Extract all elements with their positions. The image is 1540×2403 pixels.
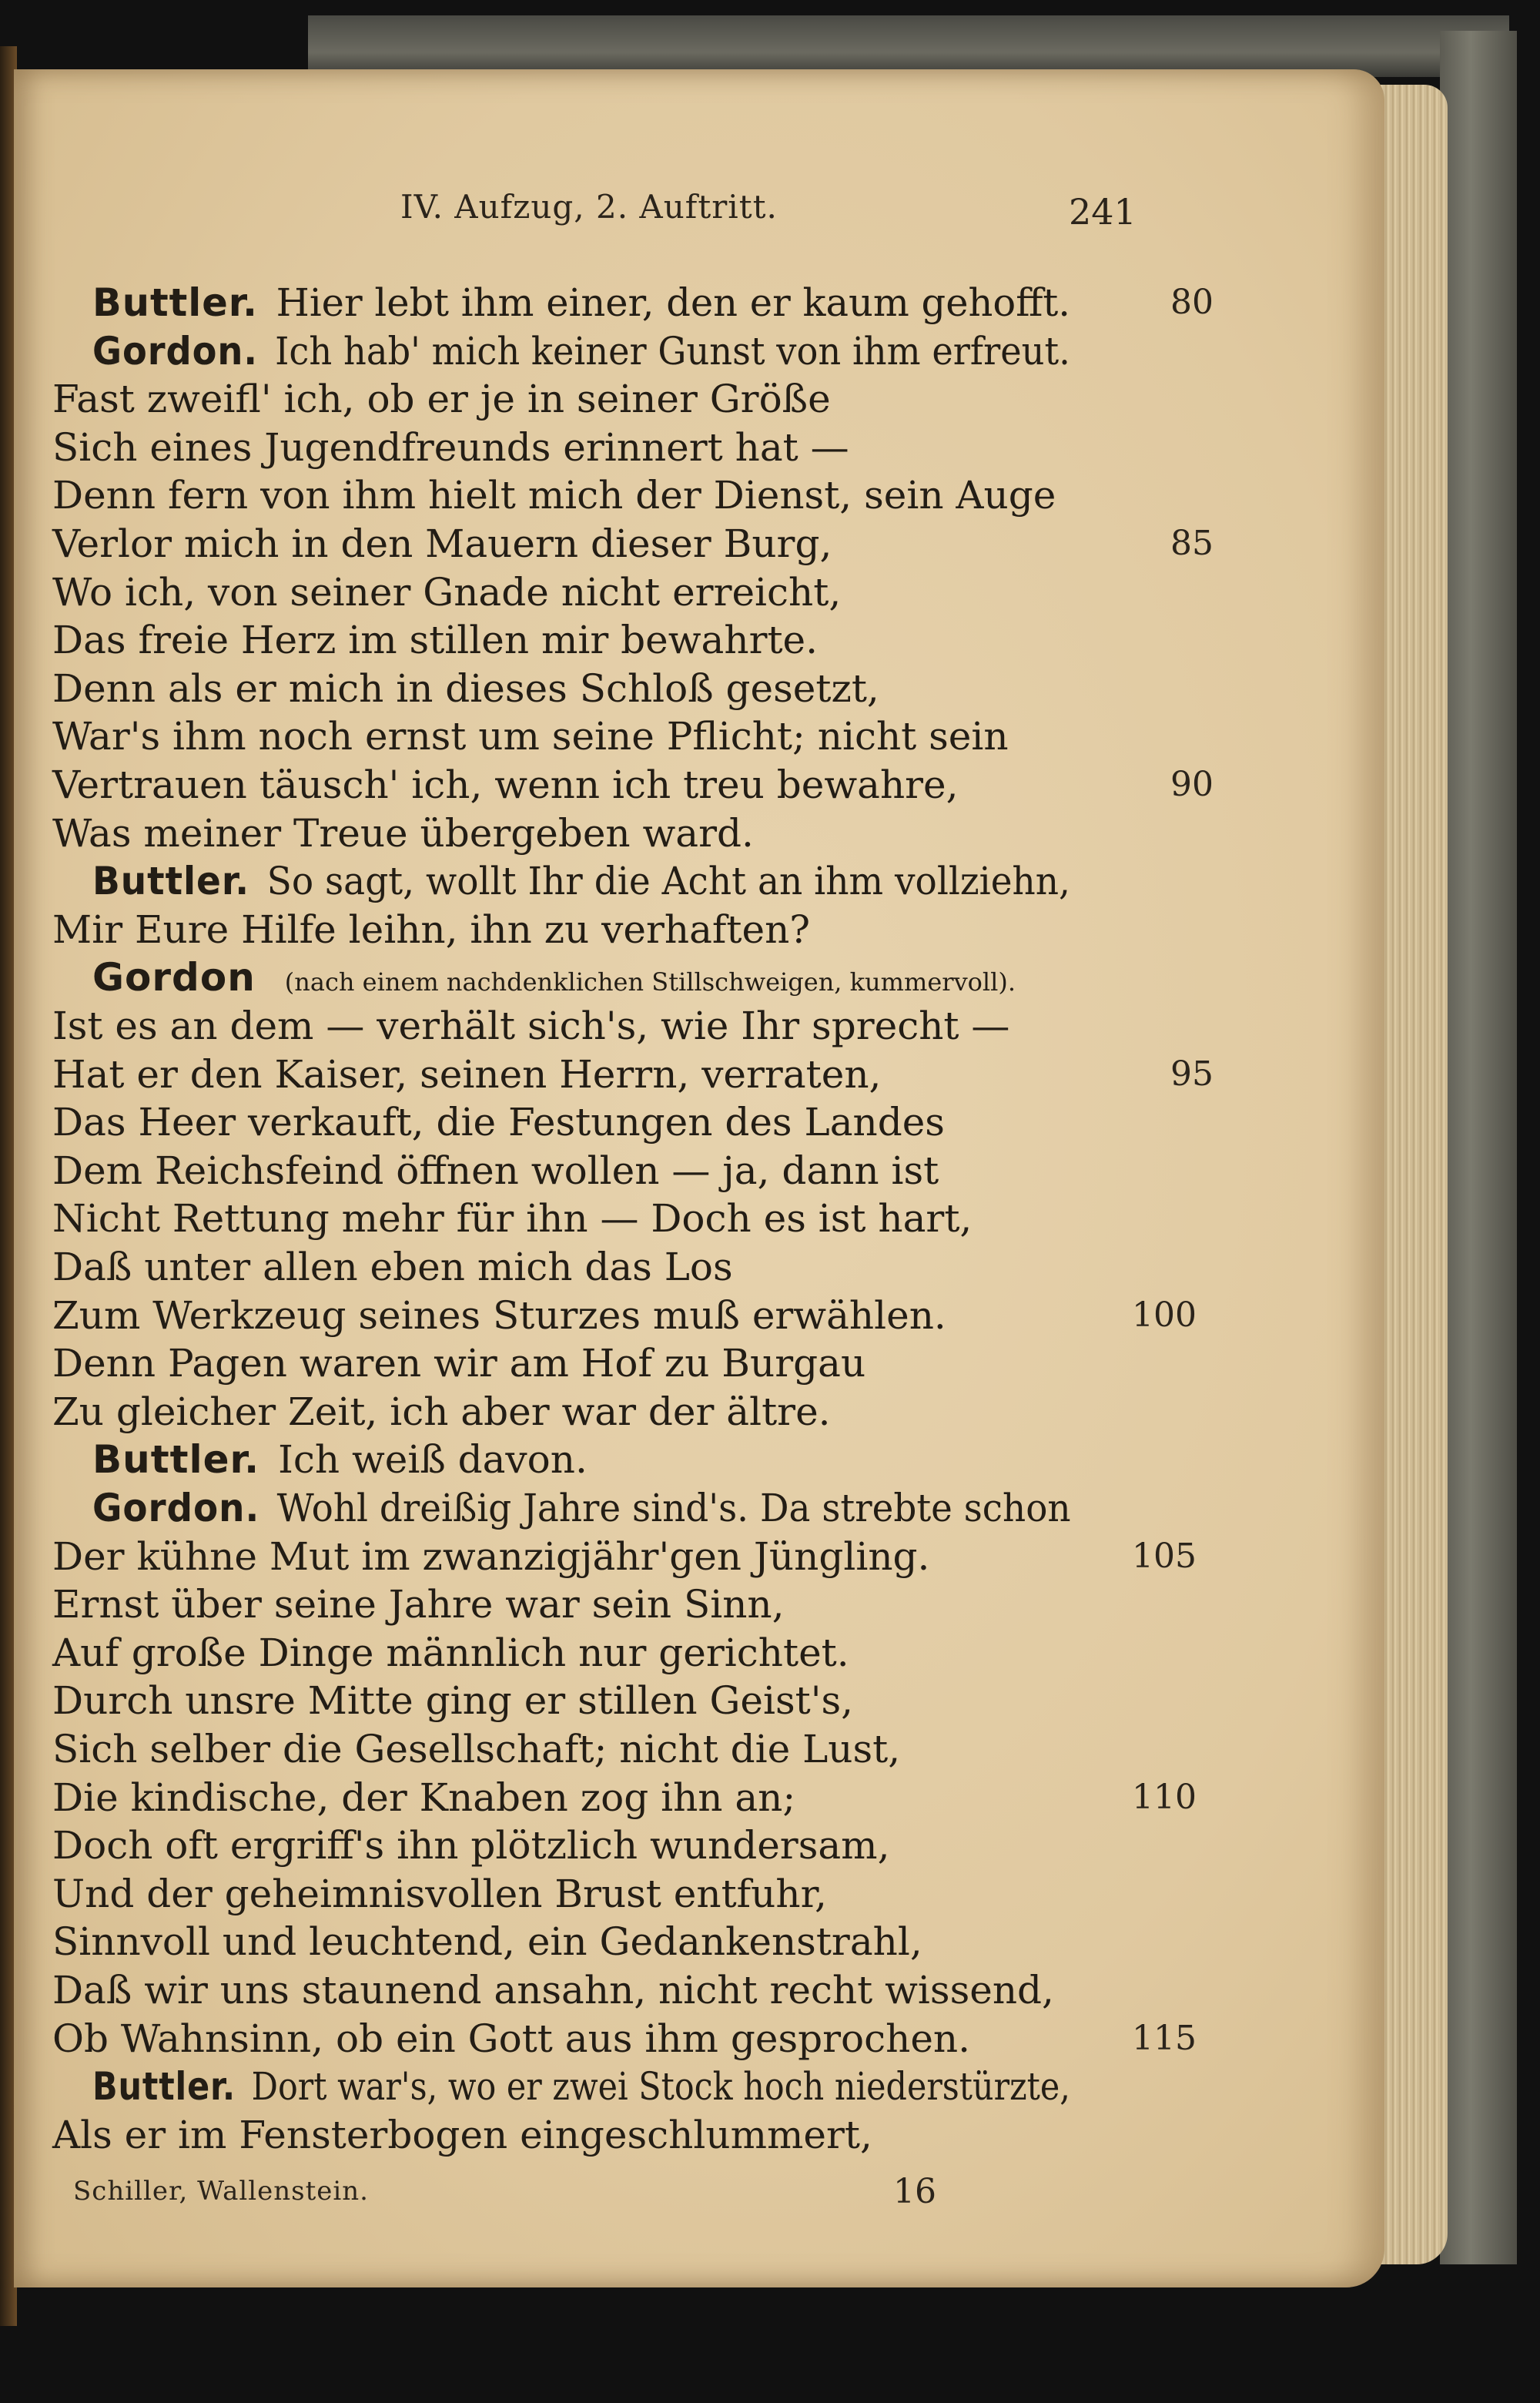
verse-text: Und der geheimnisvollen Brust entfuhr, — [52, 1872, 827, 1916]
line-number: 110 — [1132, 1778, 1197, 1817]
verse-line — [52, 1966, 1054, 2014]
verse-line — [52, 1051, 881, 1098]
verse-text: Sich selber die Gesellschaft; nicht die Lust, — [52, 1727, 901, 1771]
line-number: 85 — [1170, 524, 1214, 563]
verse-text: Ob Wahnsinn, ob ein Gott aus ihm gesprochen. — [52, 2016, 971, 2061]
verse-text: So sagt, wollt Ihr die Acht an ihm vollziehn, — [266, 859, 1070, 903]
verse-line — [52, 712, 1009, 760]
verse-line — [52, 1339, 865, 1387]
footer-signature: 16 — [893, 2172, 936, 2211]
verse-text: Dem Reichsfeind öffnen wollen — ja, dann ist — [52, 1148, 939, 1193]
verse-text: Mir Eure Hilfe leihn, ihn zu verhaften? — [52, 907, 811, 952]
verse-line — [52, 906, 810, 953]
verse-line — [52, 1918, 922, 1966]
verse-text: Hier lebt ihm einer, den er kaum gehofft. — [276, 280, 1070, 325]
verse-text: Die kindische, der Knaben zog ihn an; — [52, 1775, 796, 1820]
verse-line — [52, 1774, 795, 1822]
verse-text: Fast zweifl' ich, ob er je in seiner Größe — [52, 377, 831, 421]
verse-text: Verlor mich in den Mauern dieser Burg, — [52, 521, 832, 566]
verse-text: Wo ich, von seiner Gnade nicht erreicht, — [52, 570, 842, 615]
speaker-name: Gordon. — [92, 329, 258, 374]
verse-line — [92, 1484, 1071, 1532]
verse-text: Was meiner Treue übergeben ward. — [52, 811, 754, 856]
line-number: 105 — [1132, 1537, 1197, 1576]
speaker-name: Buttler. — [92, 280, 258, 325]
verse-line — [52, 761, 959, 809]
verse-text: Zu gleicher Zeit, ich aber war der ältre. — [52, 1389, 831, 1434]
verse-text: Dort war's, wo er zwei Stock hoch niederstürzte, — [251, 2064, 1070, 2109]
verse-line — [52, 1098, 945, 1146]
verse-line — [92, 857, 1070, 905]
verse-line — [52, 1870, 827, 1918]
verse-text: Ich weiß davon. — [278, 1437, 588, 1482]
verse-line — [52, 471, 1056, 519]
verse-text: Denn fern von ihm hielt mich der Dienst, sein Auge — [52, 473, 1056, 518]
verse-text: War's ihm noch ernst um seine Pflicht; nicht sein — [52, 714, 1009, 759]
verse-line — [52, 424, 849, 471]
verse-line — [52, 1195, 972, 1242]
verse-text: Der kühne Mut im zwanzigjähr'gen Jüngling. — [52, 1534, 930, 1579]
book-cover-right — [1440, 31, 1517, 2264]
verse-text: Zum Werkzeug seines Sturzes muß erwählen. — [52, 1293, 946, 1338]
verse-line — [52, 520, 832, 568]
line-number: 100 — [1132, 1295, 1197, 1335]
verse-line — [52, 1533, 929, 1580]
verse-text: Ernst über seine Jahre war sein Sinn, — [52, 1582, 785, 1627]
verse-text: Auf große Dinge männlich nur gerichtet. — [52, 1630, 849, 1675]
speaker-name: Buttler. — [92, 859, 250, 903]
verse-text: Wohl dreißig Jahre sind's. Da strebte schon — [276, 1486, 1071, 1530]
verse-text: Hat er den Kaiser, seinen Herrn, verraten, — [52, 1052, 882, 1097]
verse-line — [92, 279, 1070, 327]
verse-text: Das freie Herz im stillen mir bewahrte. — [52, 618, 819, 662]
verse-line — [52, 1002, 1009, 1050]
stage-direction: (nach einem nachdenklichen Stillschweigen, kummervoll). — [284, 967, 1016, 997]
speaker-name: Buttler. — [92, 1437, 260, 1482]
verse-line — [92, 327, 1070, 375]
running-head: IV. Aufzug, 2. Auftritt. — [400, 188, 778, 226]
verse-text: Als er im Fensterbogen eingeschlummert, — [52, 2113, 872, 2157]
verse-line — [52, 616, 818, 664]
verse-text: Ich hab' mich keiner Gunst von ihm erfreut. — [275, 329, 1070, 374]
line-number: 95 — [1170, 1054, 1214, 1094]
verse-line — [92, 2063, 1070, 2110]
verse-line — [52, 1147, 939, 1195]
book-cover-top — [308, 15, 1509, 77]
verse-text: Ist es an dem — verhält sich's, wie Ihr sprecht — — [52, 1004, 1010, 1048]
verse-text: Durch unsre Mitte ging er stillen Geist's, — [52, 1678, 854, 1723]
verse-line — [52, 665, 879, 712]
verse-text: Nicht Rettung mehr für ihn — Doch es ist hart, — [52, 1196, 973, 1241]
verse-line — [52, 2111, 872, 2159]
footer-book-title: Schiller, Wallenstein. — [73, 2176, 369, 2207]
verse-line — [52, 1580, 785, 1628]
verse-text: Vertrauen täusch' ich, wenn ich treu bewahre, — [52, 762, 959, 807]
verse-text: Daß unter allen eben mich das Los — [52, 1245, 733, 1289]
speaker-name: Gordon. — [92, 1486, 260, 1530]
verse-line — [52, 1243, 733, 1291]
verse-line — [52, 2015, 970, 2063]
verse-line — [52, 1677, 853, 1724]
verse-line — [92, 1436, 588, 1483]
line-number: 90 — [1170, 765, 1214, 804]
line-number: 80 — [1170, 283, 1214, 322]
verse-line — [52, 1388, 831, 1436]
verse-text: Das Heer verkauft, die Festungen des Landes — [52, 1100, 945, 1145]
verse-text: Daß wir uns staunend ansahn, nicht recht wissend, — [52, 1968, 1054, 2013]
verse-line — [52, 1292, 946, 1339]
verse-line — [52, 809, 754, 857]
verse-line — [92, 953, 1016, 1001]
verse-line — [52, 1725, 900, 1773]
verse-text: Sich eines Jugendfreunds erinnert hat — — [52, 425, 849, 470]
verse-line — [52, 568, 841, 616]
speaker-name: Buttler. — [92, 2064, 236, 2109]
speaker-name: Gordon — [92, 955, 256, 1000]
line-number: 115 — [1132, 2019, 1197, 2058]
page-number: 241 — [1069, 191, 1137, 233]
verse-line — [52, 375, 831, 423]
verse-text: Denn als er mich in dieses Schloß gesetzt, — [52, 666, 879, 711]
verse-line — [52, 1629, 849, 1677]
verse-text: Doch oft ergriff's ihn plötzlich wundersam, — [52, 1823, 890, 1868]
verse-line — [52, 1822, 889, 1869]
verse-text: Sinnvoll und leuchtend, ein Gedankenstrahl, — [52, 1919, 922, 1964]
verse-text: Denn Pagen waren wir am Hof zu Burgau — [52, 1341, 866, 1386]
